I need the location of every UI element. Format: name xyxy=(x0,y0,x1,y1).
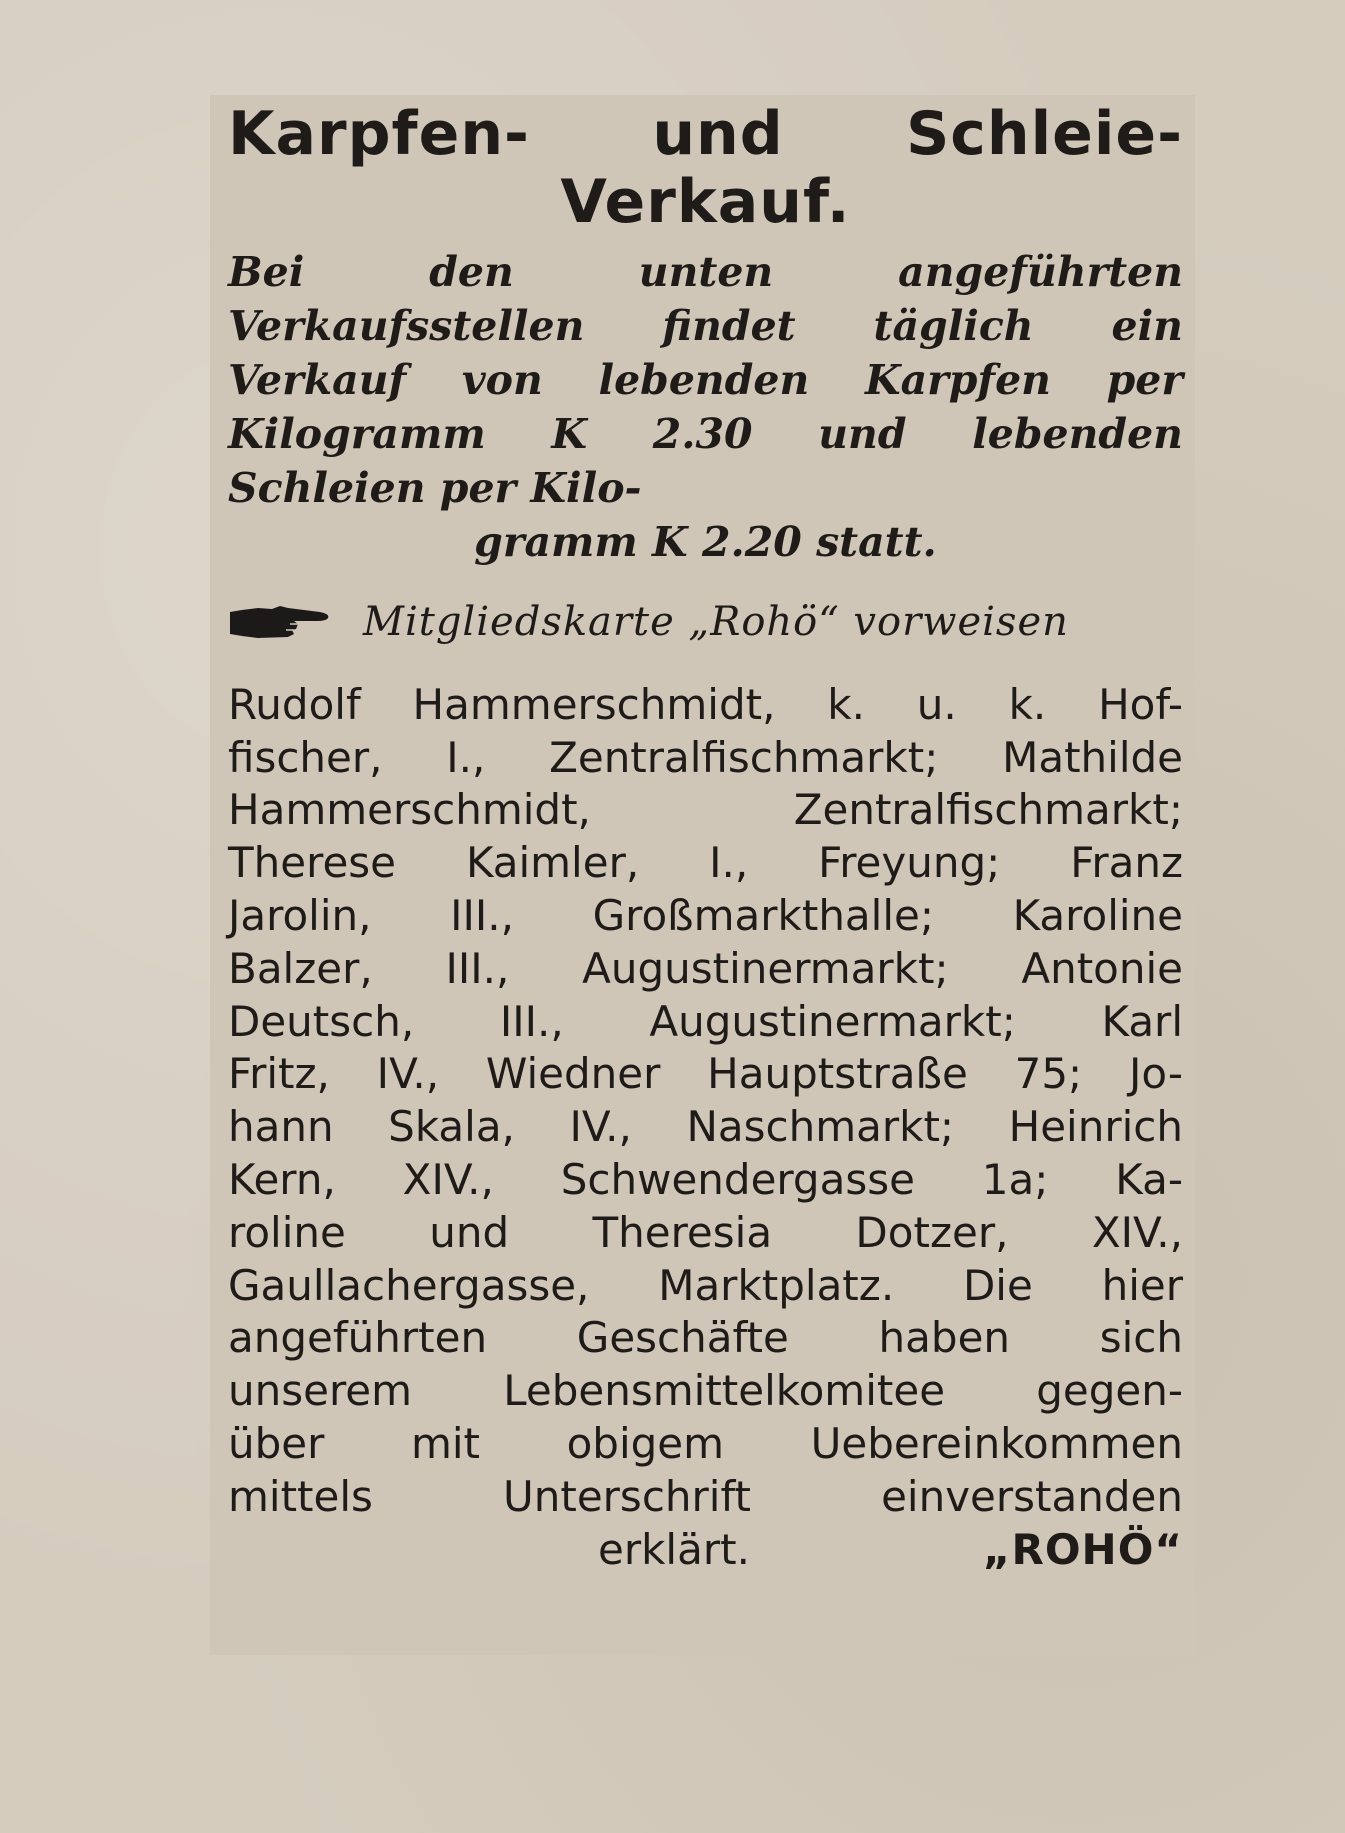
vendor-list-line: über mit obigem Uebereinkommen xyxy=(228,1418,1183,1468)
signature: „ROHÖ“ xyxy=(982,1524,1183,1574)
intro-paragraph xyxy=(228,245,1183,569)
headline-line-1: Karpfen- und Schleie- xyxy=(228,99,1183,169)
membership-notice xyxy=(228,589,1183,655)
membership-notice-text: Mitgliedskarte „Rohö“ vorweisen xyxy=(363,598,1069,645)
intro-text: Bei den unten angeführten Verkaufsstellen findet täglich ein Verkauf von lebenden Karpfen per Kilogramm K 2.30 und lebenden Schleien per Kilo- xyxy=(228,247,1183,512)
vendor-list-line: Gaullachergasse, Marktplatz. Die hier xyxy=(228,1260,1183,1310)
vendor-list-line: Therese Kaimler, I., Freyung; Franz xyxy=(228,838,1183,888)
vendor-list-line: angeführten Geschäfte haben sich xyxy=(228,1313,1183,1363)
vendor-list-line: roline und Theresia Dotzer, XIV., xyxy=(228,1207,1183,1257)
closing-line xyxy=(228,1524,1183,1577)
vendor-list-line: mittels Unterschrift einverstanden xyxy=(228,1471,1183,1521)
vendor-list-line: Jarolin, III., Großmarkthalle; Karoline xyxy=(228,890,1183,940)
vendor-list-line: Fritz, IV., Wiedner Hauptstraße 75; Jo- xyxy=(228,1049,1183,1099)
vendor-list-line: Kern, XIV., Schwendergasse 1a; Ka- xyxy=(228,1154,1183,1204)
vendor-list-line: Hammerschmidt, Zentralfischmarkt; xyxy=(228,785,1183,835)
intro-text-last-line: gramm K 2.20 statt. xyxy=(474,517,937,566)
headline xyxy=(228,100,1183,237)
vendor-list xyxy=(228,679,1183,1577)
vendor-list-line: Rudolf Hammerschmidt, k. u. k. Hof- xyxy=(228,679,1183,729)
headline-line-2: Verkauf. xyxy=(560,167,851,238)
closing-text: erklärt. xyxy=(598,1524,750,1574)
vendor-list-line: unserem Lebensmittelkomitee gegen- xyxy=(228,1366,1183,1416)
vendor-list-line: Balzer, III., Augustinermarkt; Antonie xyxy=(228,943,1183,993)
vendor-list-line: hann Skala, IV., Naschmarkt; Heinrich xyxy=(228,1102,1183,1152)
pointing-hand-icon xyxy=(228,602,333,642)
vendor-list-line: fischer, I., Zentralfischmarkt; Mathilde xyxy=(228,732,1183,782)
advertisement xyxy=(228,100,1183,1576)
vendor-list-line: Deutsch, III., Augustinermarkt; Karl xyxy=(228,996,1183,1046)
